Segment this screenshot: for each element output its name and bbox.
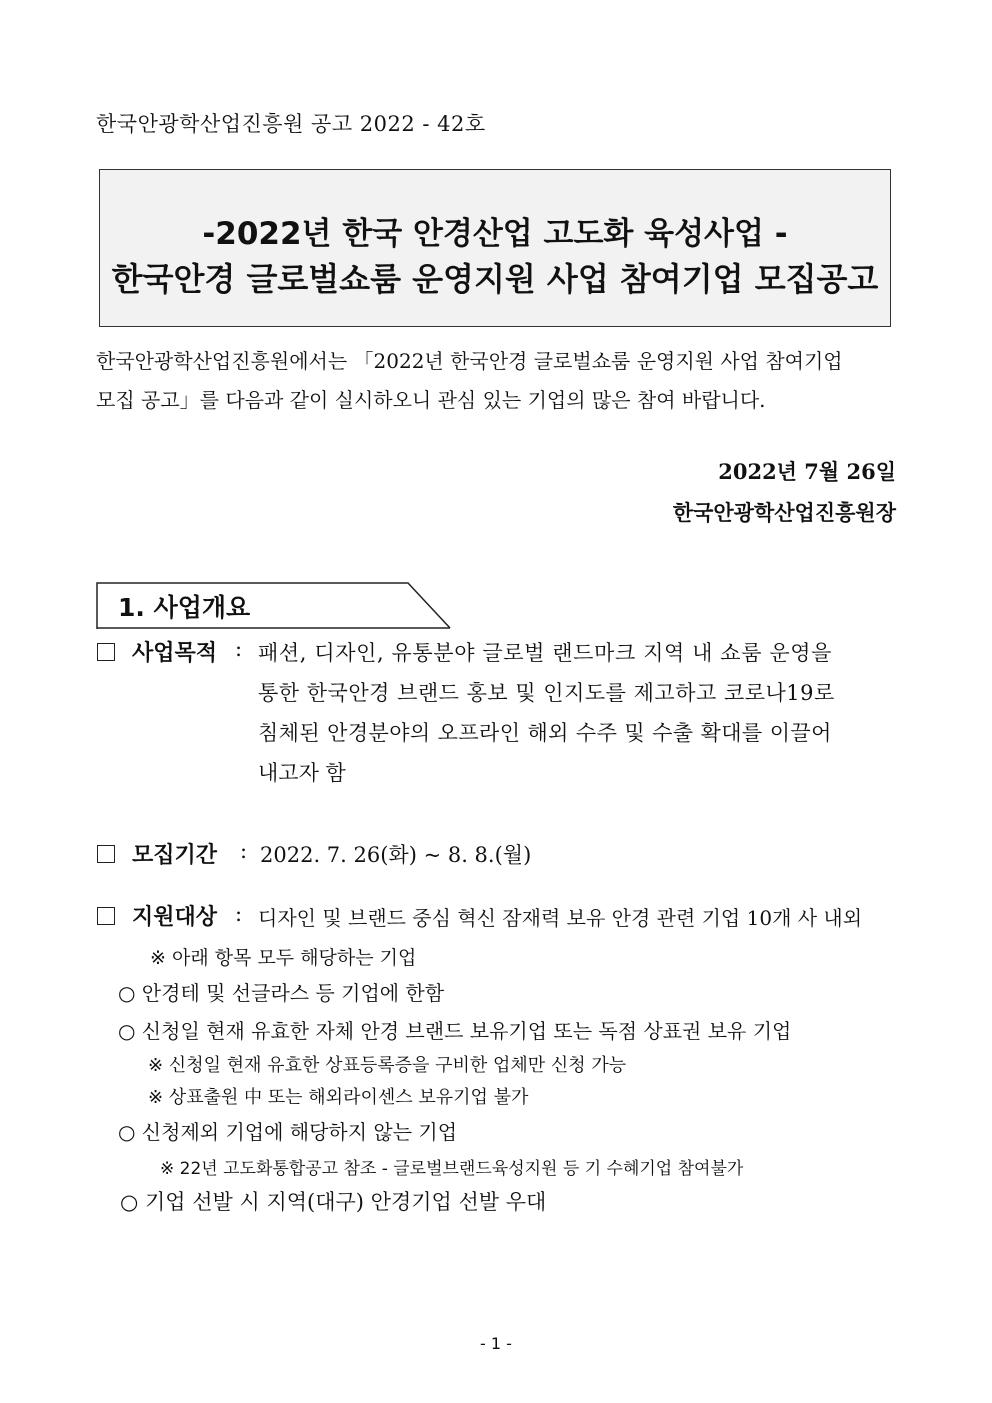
page-number: - 1 - (480, 1334, 512, 1353)
period-value: 2022. 7. 26(화) ~ 8. 8.(월) (260, 843, 532, 867)
target-colon: : (235, 902, 243, 926)
purpose-line-2: 통한 한국안경 브랜드 홍보 및 인지도를 제고하고 코로나19로 (258, 681, 835, 705)
target-checkbox-icon (97, 907, 115, 925)
period-checkbox-icon (97, 845, 115, 863)
target-item-3: ○ 신청제외 기업에 해당하지 않는 기업 (118, 1120, 458, 1144)
target-item-3-note: ※ 22년 고도화통합공고 참조 - 글로벌브랜드육성지원 등 기 수혜기업 참여불가 (160, 1159, 744, 1179)
target-value: 디자인 및 브랜드 중심 혁신 잠재력 보유 안경 관련 기업 10개 사 내외 (258, 906, 863, 930)
purpose-line-1: 패션, 디자인, 유통분야 글로벌 랜드마크 지역 내 쇼룸 운영을 (258, 641, 833, 665)
section-title: 1. 사업개요 (118, 593, 251, 622)
section-heading (96, 582, 450, 628)
title-line-1: -2022년 한국 안경산업 고도화 육성사업 - (202, 216, 788, 252)
purpose-line-4: 내고자 함 (258, 761, 346, 785)
purpose-line-3: 침체된 안경분야의 오프라인 해외 수주 및 수출 확대를 이끌어 (258, 721, 832, 745)
target-item-4: ○ 기업 선발 시 지역(대구) 안경기업 선발 우대 (120, 1190, 547, 1214)
period-colon: : (240, 839, 248, 863)
intro-line-2: 모집 공고」를 다음과 같이 실시하오니 관심 있는 기업의 많은 참여 바랍니다. (96, 388, 766, 412)
target-item-2-note-2: ※ 상표출원 中 또는 해외라이센스 보유기업 불가 (148, 1087, 529, 1108)
intro-line-1: 한국안광학산업진흥원에서는 「2022년 한국안경 글로벌쇼룸 운영지원 사업 참여기업 (96, 349, 843, 373)
title-line-2: 한국안경 글로벌쇼룸 운영지원 사업 참여기업 모집공고 (111, 260, 879, 298)
target-label: 지원대상 (132, 905, 218, 930)
announcement-date: 2022년 7월 26일 (718, 459, 896, 484)
purpose-colon: : (235, 637, 243, 661)
target-item-2-note-1: ※ 신청일 현재 유효한 상표등록증을 구비한 업체만 신청 가능 (148, 1055, 627, 1076)
target-item-1: ○ 안경테 및 선글라스 등 기업에 한함 (118, 981, 445, 1005)
period-label: 모집기간 (132, 843, 218, 868)
title-box (99, 169, 891, 327)
target-item-2: ○ 신청일 현재 유효한 자체 안경 브랜드 보유기업 또는 독점 상표권 보유 기업 (118, 1019, 792, 1043)
purpose-label: 사업목적 (132, 641, 218, 666)
purpose-checkbox-icon (97, 643, 115, 661)
notice-number: 한국안광학산업진흥원 공고 2022 - 42호 (96, 112, 486, 136)
target-note: ※ 아래 항목 모두 해당하는 기업 (150, 947, 417, 969)
issuer-name: 한국안광학산업진흥원장 (672, 500, 896, 525)
